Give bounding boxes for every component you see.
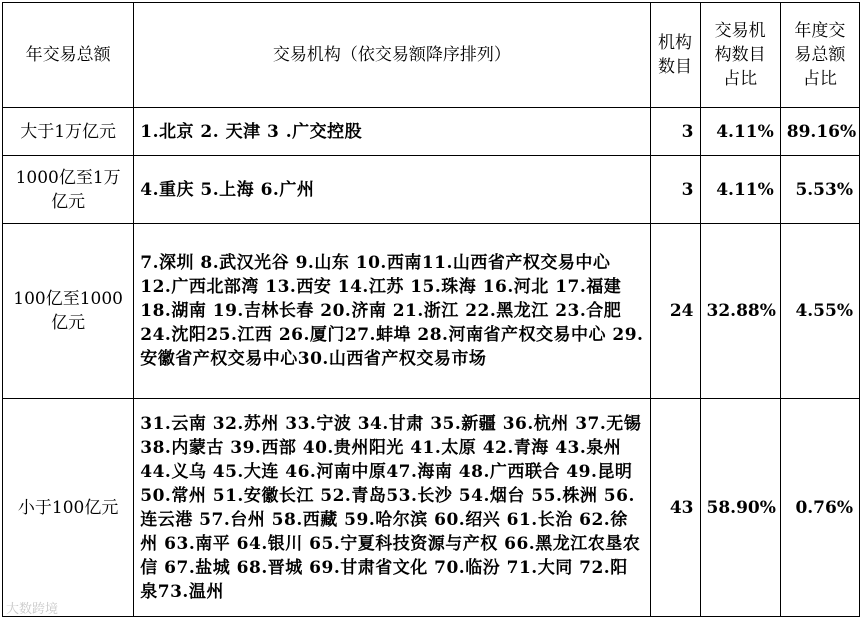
table-row — [3, 156, 860, 224]
count-share: 58.90% — [700, 399, 780, 617]
tier-label: 小于100亿元 — [3, 399, 134, 617]
volume-share: 5.53% — [780, 156, 859, 224]
institution-count: 3 — [650, 156, 700, 224]
header-volume-share: 年度交易总额占比 — [780, 3, 859, 108]
table-row — [3, 399, 860, 617]
institution-count: 24 — [650, 224, 700, 399]
header-row — [3, 3, 860, 108]
count-share: 4.11% — [700, 156, 780, 224]
header-annual-total: 年交易总额 — [3, 3, 134, 108]
tier-label: 1000亿至1万亿元 — [3, 156, 134, 224]
volume-share: 0.76% — [780, 399, 859, 617]
institution-list: 1.北京 2. 天津 3 .广交控股 — [134, 108, 650, 156]
table-row — [3, 224, 860, 399]
institution-list: 7.深圳 8.武汉光谷 9.山东 10.西南11.山西省产权交易中心 12.广西北部湾 13.西安 14.江苏 15.珠海 16.河北 17.福建 18.湖南 19.吉林长春 20.济南 21.浙江 22.黑龙江 23.合肥 24.沈阳25.江西 26.厦门27.蚌埠 28.河南省产权交易中心 29.安徽省产权交易中心30.山西省产权交易市场 — [134, 224, 650, 399]
count-share: 4.11% — [700, 108, 780, 156]
volume-share: 4.55% — [780, 224, 859, 399]
header-count-share: 交易机构数目占比 — [700, 3, 780, 108]
header-institutions: 交易机构（依交易额降序排列） — [134, 3, 650, 108]
institution-count: 3 — [650, 108, 700, 156]
institution-list: 4.重庆 5.上海 6.广州 — [134, 156, 650, 224]
transaction-summary-table — [2, 2, 860, 617]
table-row — [3, 108, 860, 156]
institution-list: 31.云南 32.苏州 33.宁波 34.甘肃 35.新疆 36.杭州 37.无锡 38.内蒙古 39.西部 40.贵州阳光 41.太原 42.青海 43.泉州 44.义乌 45.大连 46.河南中原47.海南 48.广西联合 49.昆明 50.常州 51.安徽长江 52.青岛53.长沙 54.烟台 55.株洲 56.连云港 57.台州 58.西藏 59.哈尔滨 60.绍兴 61.长治 62.徐州 63.南平 64.银川 65.宁夏科技资源与产权 66.黑龙江农垦农信 67.盐城 68.晋城 69.甘肃省文化 70.临汾 71.大同 72.阳泉73.温州 — [134, 399, 650, 617]
tier-label: 大于1万亿元 — [3, 108, 134, 156]
header-institution-count: 机构数目 — [650, 3, 700, 108]
watermark-logo: 大数跨境 — [6, 602, 59, 617]
tier-label: 100亿至1000亿元 — [3, 224, 134, 399]
institution-count: 43 — [650, 399, 700, 617]
volume-share: 89.16% — [780, 108, 859, 156]
count-share: 32.88% — [700, 224, 780, 399]
